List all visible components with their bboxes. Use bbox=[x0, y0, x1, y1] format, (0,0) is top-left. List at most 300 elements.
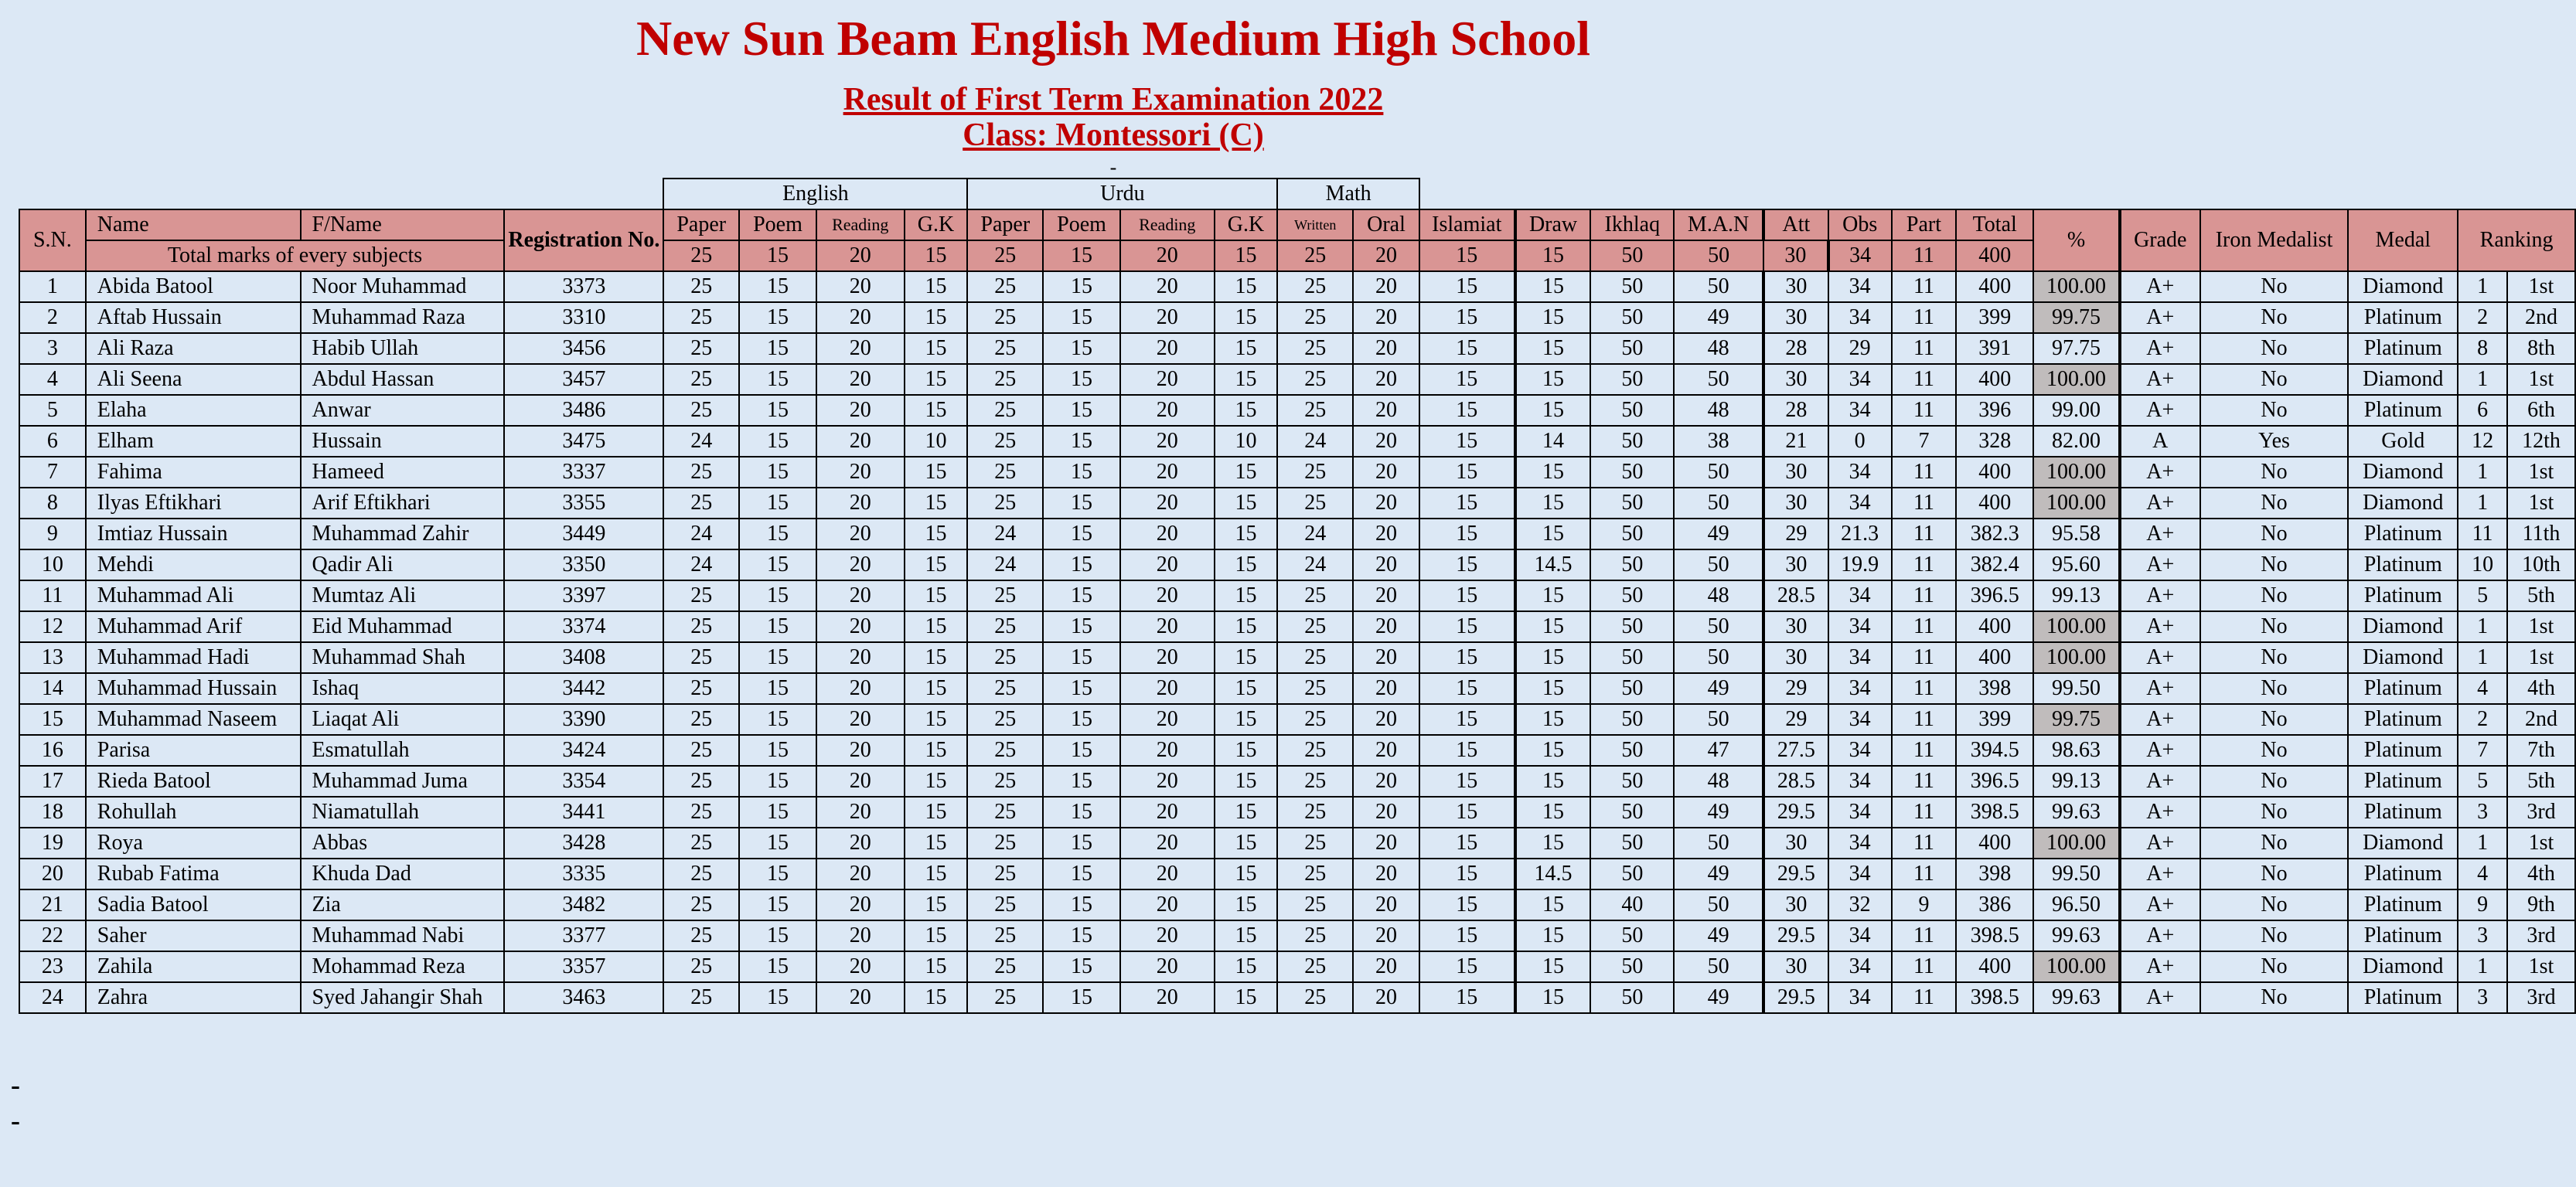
part-cell: 11 bbox=[1892, 549, 1957, 580]
sn-cell: 4 bbox=[19, 364, 86, 395]
name-cell: Roya bbox=[86, 828, 301, 859]
medal-cell: Platinum bbox=[2348, 580, 2458, 611]
draw-cell: 15 bbox=[1515, 364, 1591, 395]
math-written-cell: 25 bbox=[1277, 580, 1353, 611]
obs-cell: 0 bbox=[1828, 426, 1892, 457]
eng-gk-cell: 15 bbox=[905, 457, 968, 488]
grade-cell: A+ bbox=[2120, 673, 2200, 704]
total-cell: 400 bbox=[1956, 642, 2033, 673]
obs-cell: 34 bbox=[1828, 673, 1892, 704]
grade-cell: A+ bbox=[2120, 302, 2200, 333]
part-cell: 11 bbox=[1892, 611, 1957, 642]
part-cell: 11 bbox=[1892, 797, 1957, 828]
urdu-poem-cell: 15 bbox=[1043, 426, 1120, 457]
rank-label-cell: 1st bbox=[2507, 611, 2575, 642]
urdu-poem-cell: 15 bbox=[1043, 364, 1120, 395]
ikhlaq-cell: 50 bbox=[1590, 457, 1674, 488]
eng-gk-cell: 15 bbox=[905, 395, 968, 426]
percent-cell: 95.60 bbox=[2033, 549, 2120, 580]
ikhlaq-cell: 50 bbox=[1590, 426, 1674, 457]
name-cell: Elham bbox=[86, 426, 301, 457]
rank-label-cell: 9th bbox=[2507, 889, 2575, 920]
draw-cell: 15 bbox=[1515, 982, 1591, 1013]
medal-cell: Platinum bbox=[2348, 395, 2458, 426]
man-cell: 38 bbox=[1674, 426, 1763, 457]
part-cell: 11 bbox=[1892, 488, 1957, 519]
percent-cell: 100.00 bbox=[2033, 271, 2120, 302]
header-fname: F/Name bbox=[301, 209, 505, 240]
urdu-reading-cell: 20 bbox=[1120, 426, 1215, 457]
obs-cell: 34 bbox=[1828, 982, 1892, 1013]
draw-cell: 15 bbox=[1515, 889, 1591, 920]
att-cell: 30 bbox=[1763, 951, 1828, 982]
islamiat-cell: 15 bbox=[1419, 642, 1515, 673]
group-header-row bbox=[19, 179, 2575, 209]
part-cell: 11 bbox=[1892, 580, 1957, 611]
total-cell: 396.5 bbox=[1956, 580, 2033, 611]
islamiat-cell: 15 bbox=[1419, 828, 1515, 859]
islamiat-cell: 15 bbox=[1419, 951, 1515, 982]
obs-cell: 34 bbox=[1828, 395, 1892, 426]
urdu-poem-cell: 15 bbox=[1043, 797, 1120, 828]
medal-cell: Platinum bbox=[2348, 982, 2458, 1013]
urdu-reading-cell: 20 bbox=[1120, 519, 1215, 549]
table-row bbox=[19, 920, 2575, 951]
result-table bbox=[19, 178, 2576, 1014]
urdu-poem-cell: 15 bbox=[1043, 735, 1120, 766]
math-oral-cell: 20 bbox=[1353, 642, 1419, 673]
eng-poem-cell: 15 bbox=[739, 889, 816, 920]
urdu-poem-cell: 15 bbox=[1043, 395, 1120, 426]
reg-cell: 3463 bbox=[504, 982, 663, 1013]
total-cell: 400 bbox=[1956, 951, 2033, 982]
header-part: Part bbox=[1892, 209, 1957, 240]
header-medal: Medal bbox=[2348, 209, 2458, 271]
math-written-cell: 24 bbox=[1277, 426, 1353, 457]
islamiat-cell: 15 bbox=[1419, 735, 1515, 766]
header-eng-gk: G.K bbox=[905, 209, 968, 240]
max-mark-cell: 15 bbox=[739, 240, 816, 271]
table-row bbox=[19, 797, 2575, 828]
total-cell: 398.5 bbox=[1956, 797, 2033, 828]
eng-poem-cell: 15 bbox=[739, 797, 816, 828]
percent-cell: 99.00 bbox=[2033, 395, 2120, 426]
grade-cell: A+ bbox=[2120, 859, 2200, 889]
percent-cell: 100.00 bbox=[2033, 951, 2120, 982]
fname-cell: Anwar bbox=[301, 395, 505, 426]
urdu-gk-cell: 15 bbox=[1215, 828, 1278, 859]
part-cell: 11 bbox=[1892, 828, 1957, 859]
reg-cell: 3374 bbox=[504, 611, 663, 642]
urdu-gk-cell: 15 bbox=[1215, 642, 1278, 673]
urdu-poem-cell: 15 bbox=[1043, 859, 1120, 889]
urdu-reading-cell: 20 bbox=[1120, 488, 1215, 519]
math-oral-cell: 20 bbox=[1353, 271, 1419, 302]
reg-cell: 3310 bbox=[504, 302, 663, 333]
sn-cell: 20 bbox=[19, 859, 86, 889]
obs-cell: 34 bbox=[1828, 302, 1892, 333]
rank-cell: 1 bbox=[2458, 271, 2507, 302]
max-mark-cell: 15 bbox=[1215, 240, 1278, 271]
grade-cell: A+ bbox=[2120, 704, 2200, 735]
math-oral-cell: 20 bbox=[1353, 333, 1419, 364]
table-row bbox=[19, 951, 2575, 982]
ikhlaq-cell: 50 bbox=[1590, 302, 1674, 333]
reg-cell: 3390 bbox=[504, 704, 663, 735]
sn-cell: 23 bbox=[19, 951, 86, 982]
iron-medalist-cell: No bbox=[2200, 580, 2349, 611]
man-cell: 49 bbox=[1674, 673, 1763, 704]
sn-cell: 18 bbox=[19, 797, 86, 828]
eng-reading-cell: 20 bbox=[816, 364, 905, 395]
fname-cell: Esmatullah bbox=[301, 735, 505, 766]
eng-gk-cell: 15 bbox=[905, 549, 968, 580]
urdu-paper-cell: 25 bbox=[967, 611, 1043, 642]
math-written-cell: 25 bbox=[1277, 302, 1353, 333]
iron-medalist-cell: No bbox=[2200, 271, 2349, 302]
urdu-reading-cell: 20 bbox=[1120, 859, 1215, 889]
obs-cell: 19.9 bbox=[1828, 549, 1892, 580]
part-cell: 11 bbox=[1892, 333, 1957, 364]
max-mark-cell: 25 bbox=[1277, 240, 1353, 271]
att-cell: 29 bbox=[1763, 673, 1828, 704]
result-rows bbox=[19, 271, 2575, 1013]
percent-cell: 100.00 bbox=[2033, 611, 2120, 642]
urdu-gk-cell: 15 bbox=[1215, 395, 1278, 426]
grade-cell: A bbox=[2120, 426, 2200, 457]
urdu-gk-cell: 15 bbox=[1215, 920, 1278, 951]
iron-medalist-cell: No bbox=[2200, 519, 2349, 549]
total-marks-label: Total marks of every subjects bbox=[86, 240, 505, 271]
man-cell: 50 bbox=[1674, 549, 1763, 580]
rank-cell: 3 bbox=[2458, 797, 2507, 828]
part-cell: 11 bbox=[1892, 735, 1957, 766]
urdu-paper-cell: 25 bbox=[967, 364, 1043, 395]
rank-label-cell: 4th bbox=[2507, 859, 2575, 889]
fname-cell: Syed Jahangir Shah bbox=[301, 982, 505, 1013]
grade-cell: A+ bbox=[2120, 395, 2200, 426]
eng-reading-cell: 20 bbox=[816, 982, 905, 1013]
medal-cell: Platinum bbox=[2348, 797, 2458, 828]
reg-cell: 3428 bbox=[504, 828, 663, 859]
fname-cell: Hussain bbox=[301, 426, 505, 457]
islamiat-cell: 15 bbox=[1419, 797, 1515, 828]
eng-poem-cell: 15 bbox=[739, 611, 816, 642]
rank-cell: 1 bbox=[2458, 457, 2507, 488]
part-cell: 11 bbox=[1892, 704, 1957, 735]
eng-gk-cell: 15 bbox=[905, 364, 968, 395]
att-cell: 28.5 bbox=[1763, 580, 1828, 611]
urdu-paper-cell: 25 bbox=[967, 426, 1043, 457]
obs-cell: 34 bbox=[1828, 488, 1892, 519]
eng-paper-cell: 25 bbox=[663, 580, 739, 611]
reg-cell: 3475 bbox=[504, 426, 663, 457]
urdu-paper-cell: 25 bbox=[967, 828, 1043, 859]
iron-medalist-cell: No bbox=[2200, 549, 2349, 580]
header-grade: Grade bbox=[2120, 209, 2200, 271]
math-written-cell: 25 bbox=[1277, 828, 1353, 859]
eng-poem-cell: 15 bbox=[739, 426, 816, 457]
eng-gk-cell: 15 bbox=[905, 828, 968, 859]
att-cell: 30 bbox=[1763, 642, 1828, 673]
rank-label-cell: 2nd bbox=[2507, 302, 2575, 333]
header-draw: Draw bbox=[1515, 209, 1591, 240]
part-cell: 11 bbox=[1892, 364, 1957, 395]
ikhlaq-cell: 50 bbox=[1590, 828, 1674, 859]
max-mark-cell: 20 bbox=[1120, 240, 1215, 271]
total-cell: 396.5 bbox=[1956, 766, 2033, 797]
total-cell: 394.5 bbox=[1956, 735, 2033, 766]
percent-cell: 99.63 bbox=[2033, 982, 2120, 1013]
urdu-paper-cell: 25 bbox=[967, 859, 1043, 889]
sn-cell: 7 bbox=[19, 457, 86, 488]
max-mark-cell: 20 bbox=[1353, 240, 1419, 271]
eng-paper-cell: 25 bbox=[663, 797, 739, 828]
eng-gk-cell: 15 bbox=[905, 271, 968, 302]
draw-cell: 14.5 bbox=[1515, 549, 1591, 580]
urdu-reading-cell: 20 bbox=[1120, 951, 1215, 982]
islamiat-cell: 15 bbox=[1419, 580, 1515, 611]
eng-gk-cell: 15 bbox=[905, 704, 968, 735]
ikhlaq-cell: 50 bbox=[1590, 951, 1674, 982]
math-oral-cell: 20 bbox=[1353, 859, 1419, 889]
name-cell: Abida Batool bbox=[86, 271, 301, 302]
total-cell: 328 bbox=[1956, 426, 2033, 457]
man-cell: 50 bbox=[1674, 364, 1763, 395]
rank-cell: 9 bbox=[2458, 889, 2507, 920]
total-cell: 400 bbox=[1956, 488, 2033, 519]
rank-cell: 4 bbox=[2458, 673, 2507, 704]
percent-cell: 99.50 bbox=[2033, 859, 2120, 889]
eng-paper-cell: 25 bbox=[663, 364, 739, 395]
islamiat-cell: 15 bbox=[1419, 920, 1515, 951]
medal-cell: Diamond bbox=[2348, 457, 2458, 488]
man-cell: 49 bbox=[1674, 859, 1763, 889]
medal-cell: Platinum bbox=[2348, 735, 2458, 766]
eng-gk-cell: 15 bbox=[905, 951, 968, 982]
sn-cell: 12 bbox=[19, 611, 86, 642]
man-cell: 48 bbox=[1674, 580, 1763, 611]
draw-cell: 15 bbox=[1515, 797, 1591, 828]
man-cell: 49 bbox=[1674, 982, 1763, 1013]
eng-poem-cell: 15 bbox=[739, 735, 816, 766]
fname-cell: Ishaq bbox=[301, 673, 505, 704]
rank-cell: 1 bbox=[2458, 828, 2507, 859]
group-english: English bbox=[663, 179, 967, 209]
eng-paper-cell: 24 bbox=[663, 426, 739, 457]
obs-cell: 34 bbox=[1828, 859, 1892, 889]
rank-cell: 10 bbox=[2458, 549, 2507, 580]
fname-cell: Muhammad Nabi bbox=[301, 920, 505, 951]
draw-cell: 15 bbox=[1515, 488, 1591, 519]
math-oral-cell: 20 bbox=[1353, 735, 1419, 766]
math-written-cell: 25 bbox=[1277, 457, 1353, 488]
math-written-cell: 25 bbox=[1277, 797, 1353, 828]
name-cell: Ali Raza bbox=[86, 333, 301, 364]
eng-reading-cell: 20 bbox=[816, 488, 905, 519]
math-oral-cell: 20 bbox=[1353, 704, 1419, 735]
math-written-cell: 25 bbox=[1277, 642, 1353, 673]
sn-cell: 16 bbox=[19, 735, 86, 766]
grade-cell: A+ bbox=[2120, 797, 2200, 828]
fname-cell: Habib Ullah bbox=[301, 333, 505, 364]
reg-cell: 3457 bbox=[504, 364, 663, 395]
reg-cell: 3355 bbox=[504, 488, 663, 519]
eng-gk-cell: 15 bbox=[905, 889, 968, 920]
rank-cell: 3 bbox=[2458, 920, 2507, 951]
urdu-gk-cell: 15 bbox=[1215, 766, 1278, 797]
urdu-reading-cell: 20 bbox=[1120, 333, 1215, 364]
eng-paper-cell: 25 bbox=[663, 271, 739, 302]
name-cell: Ilyas Eftikhari bbox=[86, 488, 301, 519]
table-row bbox=[19, 642, 2575, 673]
obs-cell: 34 bbox=[1828, 828, 1892, 859]
header-att: Att bbox=[1763, 209, 1828, 240]
rank-label-cell: 3rd bbox=[2507, 920, 2575, 951]
table-row bbox=[19, 488, 2575, 519]
name-cell: Muhammad Naseem bbox=[86, 704, 301, 735]
math-oral-cell: 20 bbox=[1353, 673, 1419, 704]
islamiat-cell: 15 bbox=[1419, 889, 1515, 920]
eng-paper-cell: 25 bbox=[663, 611, 739, 642]
islamiat-cell: 15 bbox=[1419, 302, 1515, 333]
table-row bbox=[19, 766, 2575, 797]
rank-cell: 12 bbox=[2458, 426, 2507, 457]
urdu-gk-cell: 15 bbox=[1215, 951, 1278, 982]
urdu-reading-cell: 20 bbox=[1120, 611, 1215, 642]
obs-cell: 34 bbox=[1828, 457, 1892, 488]
eng-poem-cell: 15 bbox=[739, 488, 816, 519]
part-cell: 7 bbox=[1892, 426, 1957, 457]
group-math: Math bbox=[1277, 179, 1419, 209]
ikhlaq-cell: 50 bbox=[1590, 859, 1674, 889]
urdu-gk-cell: 15 bbox=[1215, 797, 1278, 828]
man-cell: 50 bbox=[1674, 488, 1763, 519]
draw-cell: 15 bbox=[1515, 828, 1591, 859]
eng-poem-cell: 15 bbox=[739, 766, 816, 797]
total-cell: 399 bbox=[1956, 704, 2033, 735]
medal-cell: Diamond bbox=[2348, 488, 2458, 519]
eng-gk-cell: 15 bbox=[905, 580, 968, 611]
draw-cell: 15 bbox=[1515, 457, 1591, 488]
eng-gk-cell: 15 bbox=[905, 735, 968, 766]
eng-paper-cell: 25 bbox=[663, 920, 739, 951]
urdu-poem-cell: 15 bbox=[1043, 766, 1120, 797]
ikhlaq-cell: 50 bbox=[1590, 735, 1674, 766]
eng-reading-cell: 20 bbox=[816, 766, 905, 797]
header-man: M.A.N bbox=[1674, 209, 1763, 240]
grade-cell: A+ bbox=[2120, 364, 2200, 395]
math-written-cell: 25 bbox=[1277, 395, 1353, 426]
math-oral-cell: 20 bbox=[1353, 982, 1419, 1013]
table-row bbox=[19, 828, 2575, 859]
iron-medalist-cell: No bbox=[2200, 457, 2349, 488]
draw-cell: 14 bbox=[1515, 426, 1591, 457]
islamiat-cell: 15 bbox=[1419, 611, 1515, 642]
eng-poem-cell: 15 bbox=[739, 271, 816, 302]
islamiat-cell: 15 bbox=[1419, 549, 1515, 580]
man-cell: 50 bbox=[1674, 951, 1763, 982]
max-mark-cell: 20 bbox=[816, 240, 905, 271]
eng-paper-cell: 25 bbox=[663, 302, 739, 333]
math-oral-cell: 20 bbox=[1353, 364, 1419, 395]
man-cell: 50 bbox=[1674, 611, 1763, 642]
sn-cell: 5 bbox=[19, 395, 86, 426]
percent-cell: 82.00 bbox=[2033, 426, 2120, 457]
eng-reading-cell: 20 bbox=[816, 859, 905, 889]
sn-cell: 9 bbox=[19, 519, 86, 549]
eng-poem-cell: 15 bbox=[739, 642, 816, 673]
percent-cell: 98.63 bbox=[2033, 735, 2120, 766]
iron-medalist-cell: No bbox=[2200, 642, 2349, 673]
name-cell: Sadia Batool bbox=[86, 889, 301, 920]
eng-paper-cell: 25 bbox=[663, 859, 739, 889]
fname-cell: Zia bbox=[301, 889, 505, 920]
islamiat-cell: 15 bbox=[1419, 364, 1515, 395]
eng-gk-cell: 15 bbox=[905, 673, 968, 704]
rank-label-cell: 6th bbox=[2507, 395, 2575, 426]
part-cell: 11 bbox=[1892, 642, 1957, 673]
total-cell: 386 bbox=[1956, 889, 2033, 920]
eng-poem-cell: 15 bbox=[739, 457, 816, 488]
total-cell: 400 bbox=[1956, 364, 2033, 395]
eng-reading-cell: 20 bbox=[816, 271, 905, 302]
fname-cell: Liaqat Ali bbox=[301, 704, 505, 735]
math-oral-cell: 20 bbox=[1353, 920, 1419, 951]
total-cell: 398.5 bbox=[1956, 982, 2033, 1013]
math-written-cell: 25 bbox=[1277, 333, 1353, 364]
draw-cell: 14.5 bbox=[1515, 859, 1591, 889]
header-ikhlaq: Ikhlaq bbox=[1590, 209, 1674, 240]
header-iron-medalist: Iron Medalist bbox=[2200, 209, 2349, 271]
eng-reading-cell: 20 bbox=[816, 549, 905, 580]
name-cell: Elaha bbox=[86, 395, 301, 426]
math-written-cell: 25 bbox=[1277, 704, 1353, 735]
urdu-reading-cell: 20 bbox=[1120, 580, 1215, 611]
urdu-poem-cell: 15 bbox=[1043, 271, 1120, 302]
grade-cell: A+ bbox=[2120, 951, 2200, 982]
att-cell: 30 bbox=[1763, 611, 1828, 642]
math-oral-cell: 20 bbox=[1353, 951, 1419, 982]
math-oral-cell: 20 bbox=[1353, 797, 1419, 828]
header-registration: Registration No. bbox=[504, 209, 663, 271]
rank-label-cell: 1st bbox=[2507, 271, 2575, 302]
math-written-cell: 25 bbox=[1277, 982, 1353, 1013]
man-cell: 50 bbox=[1674, 889, 1763, 920]
iron-medalist-cell: No bbox=[2200, 735, 2349, 766]
islamiat-cell: 15 bbox=[1419, 704, 1515, 735]
percent-cell: 99.50 bbox=[2033, 673, 2120, 704]
rank-cell: 5 bbox=[2458, 766, 2507, 797]
urdu-reading-cell: 20 bbox=[1120, 673, 1215, 704]
math-written-cell: 25 bbox=[1277, 920, 1353, 951]
man-cell: 48 bbox=[1674, 766, 1763, 797]
iron-medalist-cell: No bbox=[2200, 673, 2349, 704]
name-cell: Mehdi bbox=[86, 549, 301, 580]
urdu-poem-cell: 15 bbox=[1043, 457, 1120, 488]
iron-medalist-cell: No bbox=[2200, 364, 2349, 395]
math-oral-cell: 20 bbox=[1353, 766, 1419, 797]
name-cell: Muhammad Hadi bbox=[86, 642, 301, 673]
ikhlaq-cell: 50 bbox=[1590, 364, 1674, 395]
table-row bbox=[19, 735, 2575, 766]
name-cell: Aftab Hussain bbox=[86, 302, 301, 333]
table-row bbox=[19, 889, 2575, 920]
rank-cell: 8 bbox=[2458, 333, 2507, 364]
eng-reading-cell: 20 bbox=[816, 519, 905, 549]
man-cell: 50 bbox=[1674, 642, 1763, 673]
part-cell: 11 bbox=[1892, 271, 1957, 302]
